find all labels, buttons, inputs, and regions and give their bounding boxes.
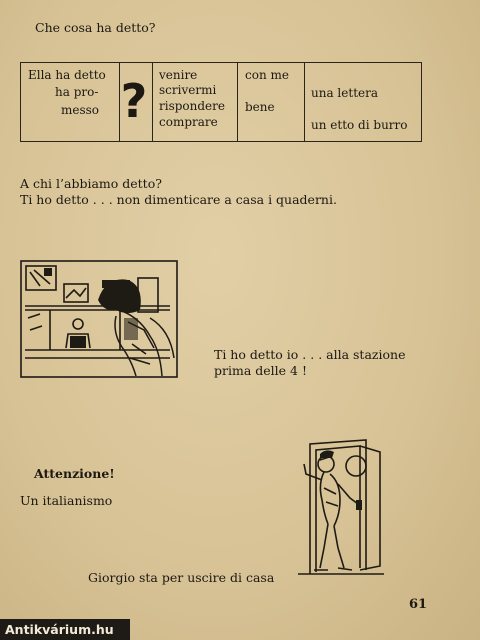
caption-station-line1: Ti ho detto io . . . alla stazione: [214, 347, 406, 362]
substitution-table: [20, 62, 422, 142]
question-to-whom: A chi l’abbiamo detto?: [20, 176, 162, 191]
table-verb: scrivermi: [159, 83, 217, 97]
table-adverb: bene: [245, 100, 275, 114]
table-object: un etto di burro: [311, 118, 408, 132]
page-number: 61: [409, 597, 428, 612]
table-verb: venire: [159, 68, 198, 82]
question-mark-glyph: ?: [120, 74, 148, 128]
table-subject-line2: ha pro-: [55, 85, 99, 99]
watermark-label: Antikvárium.hu: [0, 619, 130, 640]
table-adverb: con me: [245, 68, 289, 82]
man-at-door-illustration: [294, 438, 386, 580]
ticket-window-illustration: [20, 258, 182, 380]
table-divider: [152, 63, 153, 141]
table-verb: comprare: [159, 115, 218, 129]
table-verb: rispondere: [159, 99, 225, 113]
caption-giorgio: Giorgio sta per uscire di casa: [88, 570, 275, 585]
attention-heading: Attenzione!: [34, 466, 115, 481]
question-what-said: Che cosa ha detto?: [35, 20, 156, 35]
table-subject-line1: Ella ha detto: [28, 68, 106, 82]
table-object: una lettera: [311, 86, 379, 100]
caption-station-line2: prima delle 4 !: [214, 363, 307, 378]
sentence-notebooks: Ti ho detto . . . non dimenticare a casa i quaderni.: [20, 192, 337, 207]
table-subject-line3: messo: [61, 103, 100, 117]
table-divider: [304, 63, 305, 141]
table-divider: [237, 63, 238, 141]
attention-text: Un italianismo: [20, 493, 113, 508]
